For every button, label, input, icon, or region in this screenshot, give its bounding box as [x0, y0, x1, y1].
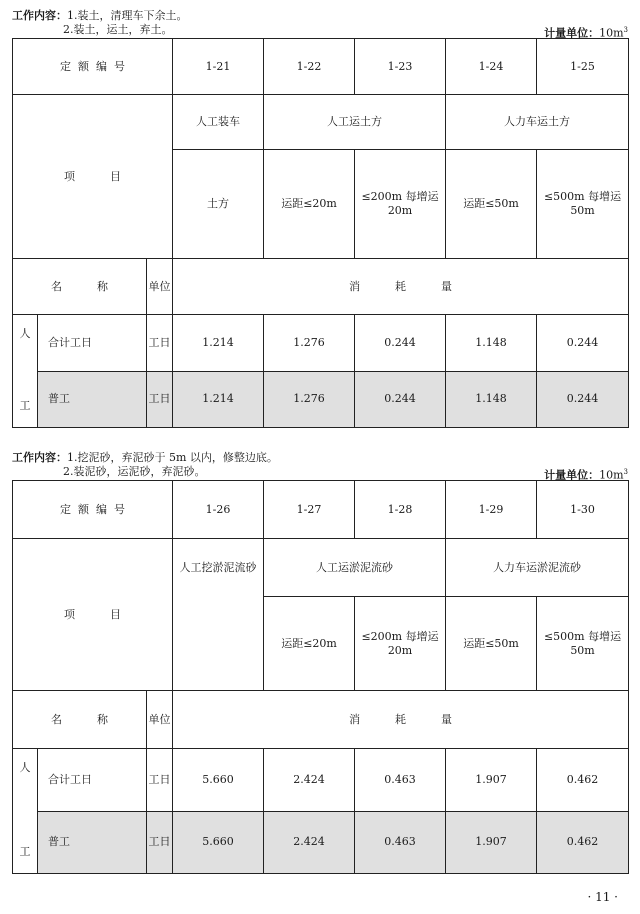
measure-unit-sup: 3	[623, 468, 628, 476]
work-content-line-2	[63, 466, 206, 478]
item-sub-1: 土方	[173, 150, 264, 259]
work-content-line-1	[12, 10, 188, 22]
item-sub-3-line1: ≤200m 每增运	[361, 629, 439, 643]
row-value: 0.244	[355, 315, 446, 372]
row-name: 合计工日	[38, 749, 147, 812]
consumption-header: 消 耗 量	[173, 691, 629, 749]
row-value: 2.424	[264, 749, 355, 812]
quota-code: 1-23	[355, 39, 446, 95]
unit-header: 单位	[147, 691, 173, 749]
quota-code: 1-24	[446, 39, 537, 95]
row-value: 0.244	[537, 371, 629, 428]
consumption-header: 消 耗 量	[173, 259, 629, 315]
item-sub-3	[355, 597, 446, 691]
work-content-text: 1.挖泥砂，弃泥砂于 5m 以内，修整边底。	[67, 451, 278, 464]
labor-char: 人	[19, 327, 31, 340]
quota-code: 1-26	[173, 481, 264, 539]
name-header: 名 称	[13, 691, 147, 749]
item-group-row	[13, 539, 629, 597]
item-group-3: 人力车运土方	[446, 95, 629, 150]
item-sub-3-line2: 20m	[387, 204, 413, 217]
item-sub-3-line2: 20m	[387, 643, 413, 657]
table-row	[13, 749, 629, 812]
measure-unit-label: 计量单位：	[544, 26, 600, 40]
work-content-label: 工作内容：	[12, 9, 67, 22]
labor-category	[13, 749, 38, 874]
quota-code: 1-29	[446, 481, 537, 539]
item-sub-4: 运距≤50m	[446, 150, 537, 259]
row-value: 1.907	[446, 811, 537, 874]
name-header-row	[13, 259, 629, 315]
item-sub-3-line1: ≤200m 每增运	[361, 190, 439, 203]
row-value: 2.424	[264, 811, 355, 874]
quota-code: 1-30	[537, 481, 629, 539]
item-sub-2: 运距≤20m	[264, 597, 355, 691]
row-value: 1.148	[446, 315, 537, 372]
item-group-2: 人工运土方	[264, 95, 446, 150]
item-sub-4: 运距≤50m	[446, 597, 537, 691]
quota-section-2	[12, 452, 628, 872]
row-value: 0.462	[537, 749, 629, 812]
item-group-row	[13, 95, 629, 150]
table-row	[13, 811, 629, 874]
row-unit: 工日	[147, 811, 173, 874]
row-value: 5.660	[173, 749, 264, 812]
quota-code-header: 定 额 编 号	[13, 39, 173, 95]
labor-char: 工	[19, 845, 31, 858]
quota-code: 1-27	[264, 481, 355, 539]
row-name: 普工	[38, 371, 147, 428]
item-sub-5-line1: ≤500m 每增运	[543, 190, 622, 203]
work-content-text: 2.装泥砂，运泥砂，弃泥砂。	[63, 465, 206, 478]
labor-char: 工	[19, 399, 31, 412]
unit-header: 单位	[147, 259, 173, 315]
item-sub-3	[355, 150, 446, 259]
measure-unit-sup: 3	[623, 26, 628, 34]
item-sub-5-line2: 50m	[570, 204, 595, 217]
work-content-text: 2.装土，运土，弃土。	[63, 23, 173, 36]
row-unit: 工日	[147, 315, 173, 372]
labor-char: 人	[19, 761, 31, 774]
table-row	[13, 315, 629, 372]
row-name: 合计工日	[38, 315, 147, 372]
row-value: 0.463	[355, 749, 446, 812]
row-value: 5.660	[173, 811, 264, 874]
name-header-row	[13, 691, 629, 749]
quota-code: 1-21	[173, 39, 264, 95]
item-header: 项 目	[13, 539, 173, 691]
row-value: 1.907	[446, 749, 537, 812]
item-header: 项 目	[13, 95, 173, 259]
row-value: 1.148	[446, 371, 537, 428]
item-sub-5	[537, 150, 629, 259]
row-value: 0.463	[355, 811, 446, 874]
name-header: 名 称	[13, 259, 147, 315]
quota-code: 1-22	[264, 39, 355, 95]
page-number: · 11 ·	[587, 890, 618, 904]
quota-code-row	[13, 481, 629, 539]
quota-table	[12, 480, 629, 874]
labor-category	[13, 315, 38, 428]
work-content-label: 工作内容：	[12, 451, 67, 464]
row-unit: 工日	[147, 749, 173, 812]
row-value: 0.244	[355, 371, 446, 428]
row-value: 1.214	[173, 315, 264, 372]
work-content-line-2	[63, 24, 173, 36]
row-value: 0.462	[537, 811, 629, 874]
row-name: 普工	[38, 811, 147, 874]
quota-code: 1-25	[537, 39, 629, 95]
quota-code-row	[13, 39, 629, 95]
row-value: 1.276	[264, 371, 355, 428]
item-group-2: 人工运淤泥流砂	[264, 539, 446, 597]
item-group-3: 人力车运淤泥流砂	[446, 539, 629, 597]
item-sub-2: 运距≤20m	[264, 150, 355, 259]
item-group-1	[173, 539, 264, 691]
item-sub-5-line1: ≤500m 每增运	[543, 629, 622, 643]
quota-section-1	[12, 10, 628, 430]
measure-unit-value: 10m	[599, 468, 624, 482]
row-value: 0.244	[537, 315, 629, 372]
measure-unit-value: 10m	[599, 26, 624, 40]
item-group-1-label: 人工挖淤泥流砂	[179, 561, 257, 574]
quota-code-header: 定 额 编 号	[13, 481, 173, 539]
quota-code: 1-28	[355, 481, 446, 539]
row-unit: 工日	[147, 371, 173, 428]
row-value: 1.214	[173, 371, 264, 428]
table-row	[13, 371, 629, 428]
item-group-1: 人工装车	[173, 95, 264, 150]
work-content-line-1	[12, 452, 278, 464]
item-sub-5-line2: 50m	[570, 643, 595, 657]
quota-table	[12, 38, 629, 428]
item-sub-5	[537, 597, 629, 691]
row-value: 1.276	[264, 315, 355, 372]
measure-unit-label: 计量单位：	[544, 468, 600, 482]
work-content-text: 1.装土，清理车下余土。	[67, 9, 188, 22]
